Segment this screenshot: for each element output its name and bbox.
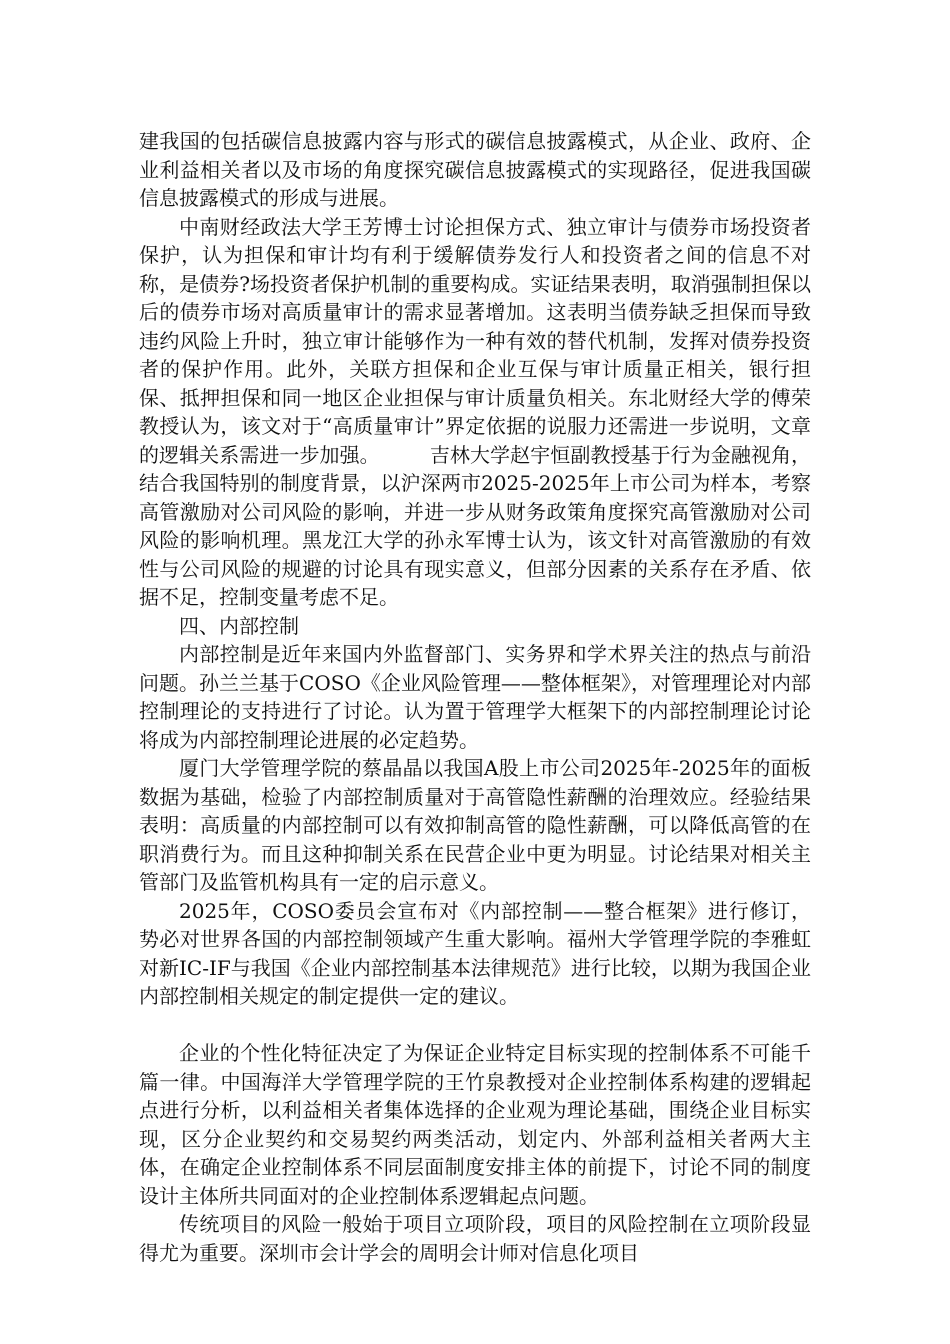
section-heading-internal-control: 四、内部控制 bbox=[179, 613, 299, 638]
paragraph-gap bbox=[139, 1011, 811, 1040]
paragraph-control-system: 企业的个性化特征决定了为保证企业特定目标实现的控制体系不可能千篇一律。中国海洋大学管理学院的王竹泉教授对企业控制体系构建的逻辑起点进行分析，以利益相关者集体选择的企业观为理论基础，围绕企业目标实现，区分企业契约和交易契约两类活动，划定内、外部利益相关者两大主体，在确定企业控制体系不同层面制度安排主体的前提下，讨论不同的制度设计主体所共同面对的企业控制体系逻辑起点问题。 bbox=[139, 1041, 811, 1208]
document-page bbox=[139, 127, 811, 1267]
paragraph-internal-control-theory: 内部控制是近年来国内外监督部门、实务界和学术界关注的热点与前沿问题。孙兰兰基于COSO《企业风险管理——整体框架》，对管理理论对内部控制理论的支持进行了讨论。认为置于管理学大框架下的内部控制理论讨论将成为内部控制理论进展的必定趋势。 bbox=[139, 642, 811, 752]
paragraph-project-risk: 传统项目的风险一般始于项目立项阶段，项目的风险控制在立项阶段显得尤为重要。深圳市会计学会的周明会计师对信息化项目 bbox=[139, 1212, 811, 1265]
paragraph-bond-audit: 中南财经政法大学王芳博士讨论担保方式、独立审计与债券市场投资者保护，认为担保和审计均有利于缓解债券发行人和投资者之间的信息不对称，是债券?场投资者保护机制的重要构成。实证结果表明，取消强制担保以后的债券市场对高质量审计的需求显著增加。这表明当债券缺乏担保而导致违约风险上升时，独立审计能够作为一种有效的替代机制，发挥对债券投资者的保护作用。此外，关联方担保和企业互保与审计质量正相关，银行担保、抵押担保和同一地区企业担保与审计质量负相关。东北财经大学的傅荣教授认为，该文对于“高质量审计”界定依据的说服力还需进一步说明，文章的逻辑关系需进一步加强。 吉林大学赵宇恒副教授基于行为金融视角，结合我国特别的制度背景，以沪深两市2025-2025年上市公司为样本，考察高管激励对公司风险的影响，并进一步从财务政策角度探究高管激励对公司风险的影响机理。黑龙江大学的孙永军博士认为，该文针对高管激励的有效性与公司风险的规避的讨论具有现实意义，但部分因素的关系存在矛盾、依据不足，控制变量考虑不足。 bbox=[139, 214, 811, 609]
paragraph-executive-compensation: 厦门大学管理学院的蔡晶晶以我国A股上市公司2025年-2025年的面板数据为基础，检验了内部控制质量对于高管隐性薪酬的治理效应。经验结果表明：高质量的内部控制可以有效抑制高管的隐性薪酬，可以降低高管的在职消费行为。而且这种抑制关系在民营企业中更为明显。讨论结果对相关主管部门及监管机构具有一定的启示意义。 bbox=[139, 756, 811, 894]
paragraph-carbon-disclosure: 建我国的包括碳信息披露内容与形式的碳信息披露模式，从企业、政府、企业利益相关者以及市场的角度探究碳信息披露模式的实现路径，促进我国碳信息披露模式的形成与进展。 bbox=[139, 129, 811, 210]
paragraph-coso-revision: 2025年，COSO委员会宣布对《内部控制——整合框架》进行修订，势必对世界各国的内部控制领域产生重大影响。福州大学管理学院的李雅虹对新IC-IF与我国《企业内部控制基本法律规范》进行比较，以期为我国企业内部控制相关规定的制定提供一定的建议。 bbox=[139, 898, 811, 1008]
